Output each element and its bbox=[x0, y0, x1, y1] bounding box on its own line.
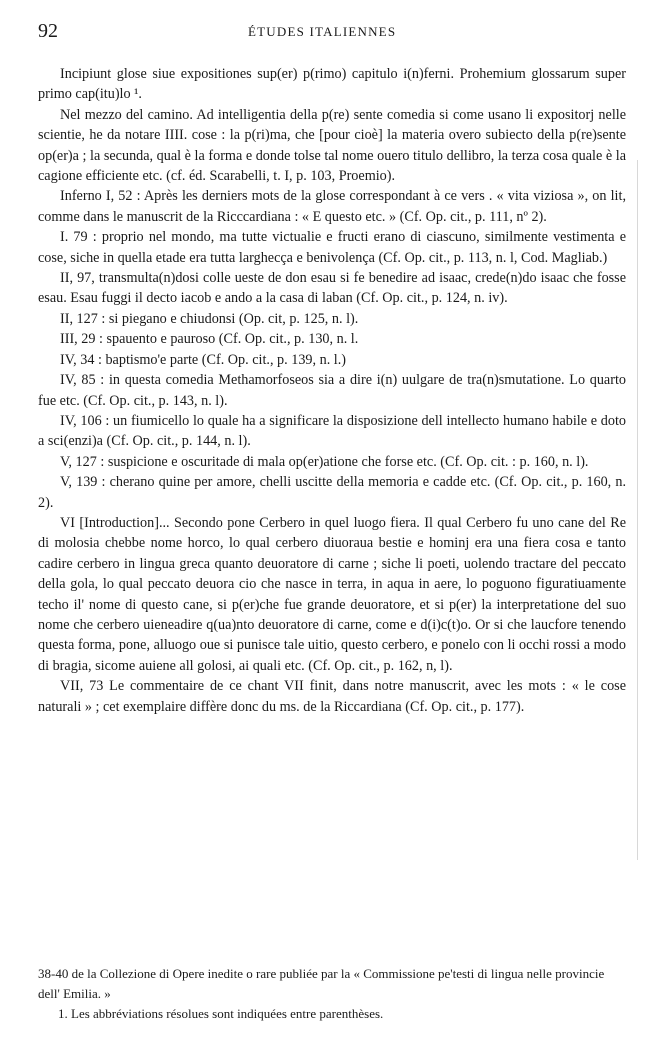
paragraph-iii-29: III, 29 : spauento e pauroso (Cf. Op. cit., p. 130, n. l. bbox=[60, 331, 359, 348]
body-text bbox=[38, 64, 626, 717]
footnotes bbox=[38, 964, 626, 1024]
running-title: ÉTUDES ITALIENNES bbox=[248, 24, 397, 39]
page-header bbox=[38, 20, 628, 44]
paragraph-proemio: Nel mezzo del camino. Ad intelligentia della p(re) sente comedia si come usano li expositorj nelle scientie, he da notare IIII. cose : la p(ri)ma, che [pour cioè] la materia overo subiecto della p(re)sente op(er)a ; la secunda, qual è la forma e donde tolse tal nome ouero titulo dellibro, la terza cosa quale è la cagione efficiente etc. (cf. éd. Scarabelli, t. I, p. 103, Proemio). bbox=[38, 106, 626, 185]
page-number: 92 bbox=[38, 20, 58, 42]
paragraph-vi-introduction: VI [Introduction]... Secondo pone Cerbero in quel luogo fiera. Il qual Cerbero fu uno cane del Re di molosia chebbe nome horco, lo qual cerbero diuoraua bestie e hominj era una fiera cosa e tanto cadire cerbero in lingua greca quanto deuoratore di carne ; siche li poeti, uolendo tractare del peccato della gola, lo qual peccato deuora cio che nasce in terra, in aqua in aere, lo poguono figuratiuamente techo il' nome di questo cane, si p(er)che fue grande deuoratore, et si p(er) la interpretatione del suo nome che cerbero uieneadire q(ua)nto deuoratore di carne, come e d(i)c(t)o. Or si che laucfore tenendo questa forma, pone, alluogo oue si punisce tale uitio, questo cerbero, e ponelo con li occhi rossi a modo di bragia, sicome auiene all golosi, ai quali etc. (Cf. Op. cit., p. 162, n, l). bbox=[38, 514, 626, 674]
paragraph-v-127: V, 127 : suspicione e oscuritade di mala op(er)atione che forse etc. (Cf. Op. cit. : p. 160, n. l). bbox=[60, 453, 589, 470]
paragraph-v-139: V, 139 : cherano quine per amore, chelli uscitte della memoria e cadde etc. (Cf. Op. cit., p. 160, n. 2). bbox=[38, 474, 626, 511]
page-edge-shadow bbox=[637, 160, 638, 860]
paragraph-iv-106: IV, 106 : un fiumicello lo quale ha a significare la disposizione dell intellecto humano habile e doto a sci(enzi)a (Cf. Op. cit., p. 144, n. l). bbox=[38, 412, 626, 450]
paragraph-incipit: Incipiunt glose siue expositiones sup(er) p(rimo) capitulo i(n)ferni. Prohemium glossarum super primo cap(itu)lo ¹. bbox=[38, 66, 626, 103]
paragraph-ii-97: II, 97, transmulta(n)dosi colle ueste de don esau si fe benedire ad isaac, crede(n)do isaac che fosse esau. Esau fuggi il decto iacob e ando a la casa di laban (Cf. Op. cit., p. 124, n. iv). bbox=[38, 270, 626, 307]
paragraph-ii-127: II, 127 : si piegano e chiudonsi (Op. cit, p. 125, n. l). bbox=[60, 310, 359, 327]
paragraph-vii-73: VII, 73 Le commentaire de ce chant VII finit, dans notre manuscrit, avec les mots : « le cose naturali » ; cet exemplaire diffère donc du ms. de la Riccardiana (Cf. Op. cit., p. 177). bbox=[38, 678, 626, 715]
paragraph-iv-85: IV, 85 : in questa comedia Methamorfoseos sia a dire i(n) uulgare de tra(n)smutatione. Lo quarto fue etc. (Cf. Op. cit., p. 143, n. l). bbox=[38, 372, 626, 409]
paragraph-iv-34: IV, 34 : baptismo'e parte (Cf. Op. cit., p. 139, n. l.) bbox=[60, 351, 346, 368]
paragraph-i-79: I. 79 : proprio nel mondo, ma tutte victualie e fructi erano di ciascuno, similmente vestimenta e cose, siche in quella etade era tutta larghecça e benivolença (Cf. Op. cit., p. 113, n. l, Cod. Magliab.) bbox=[38, 229, 626, 266]
footnote-1: 1. Les abbréviations résolues sont indiquées entre parenthèses. bbox=[58, 1006, 384, 1021]
paragraph-inferno-i-52: Inferno I, 52 : Après les derniers mots de la glose correspondant à ce vers . « vita viziosa », on lit, comme dans le manuscrit de la Ricccardiana : « E questo etc. » (Cf. Op. cit., p. 111, nº 2). bbox=[38, 188, 626, 225]
footnote-continuation: 38-40 de la Collezione di Opere inedite o rare publiée par la « Commissione pe'testi di lingua nelle provincie dell' Emilia. » bbox=[38, 966, 605, 1001]
